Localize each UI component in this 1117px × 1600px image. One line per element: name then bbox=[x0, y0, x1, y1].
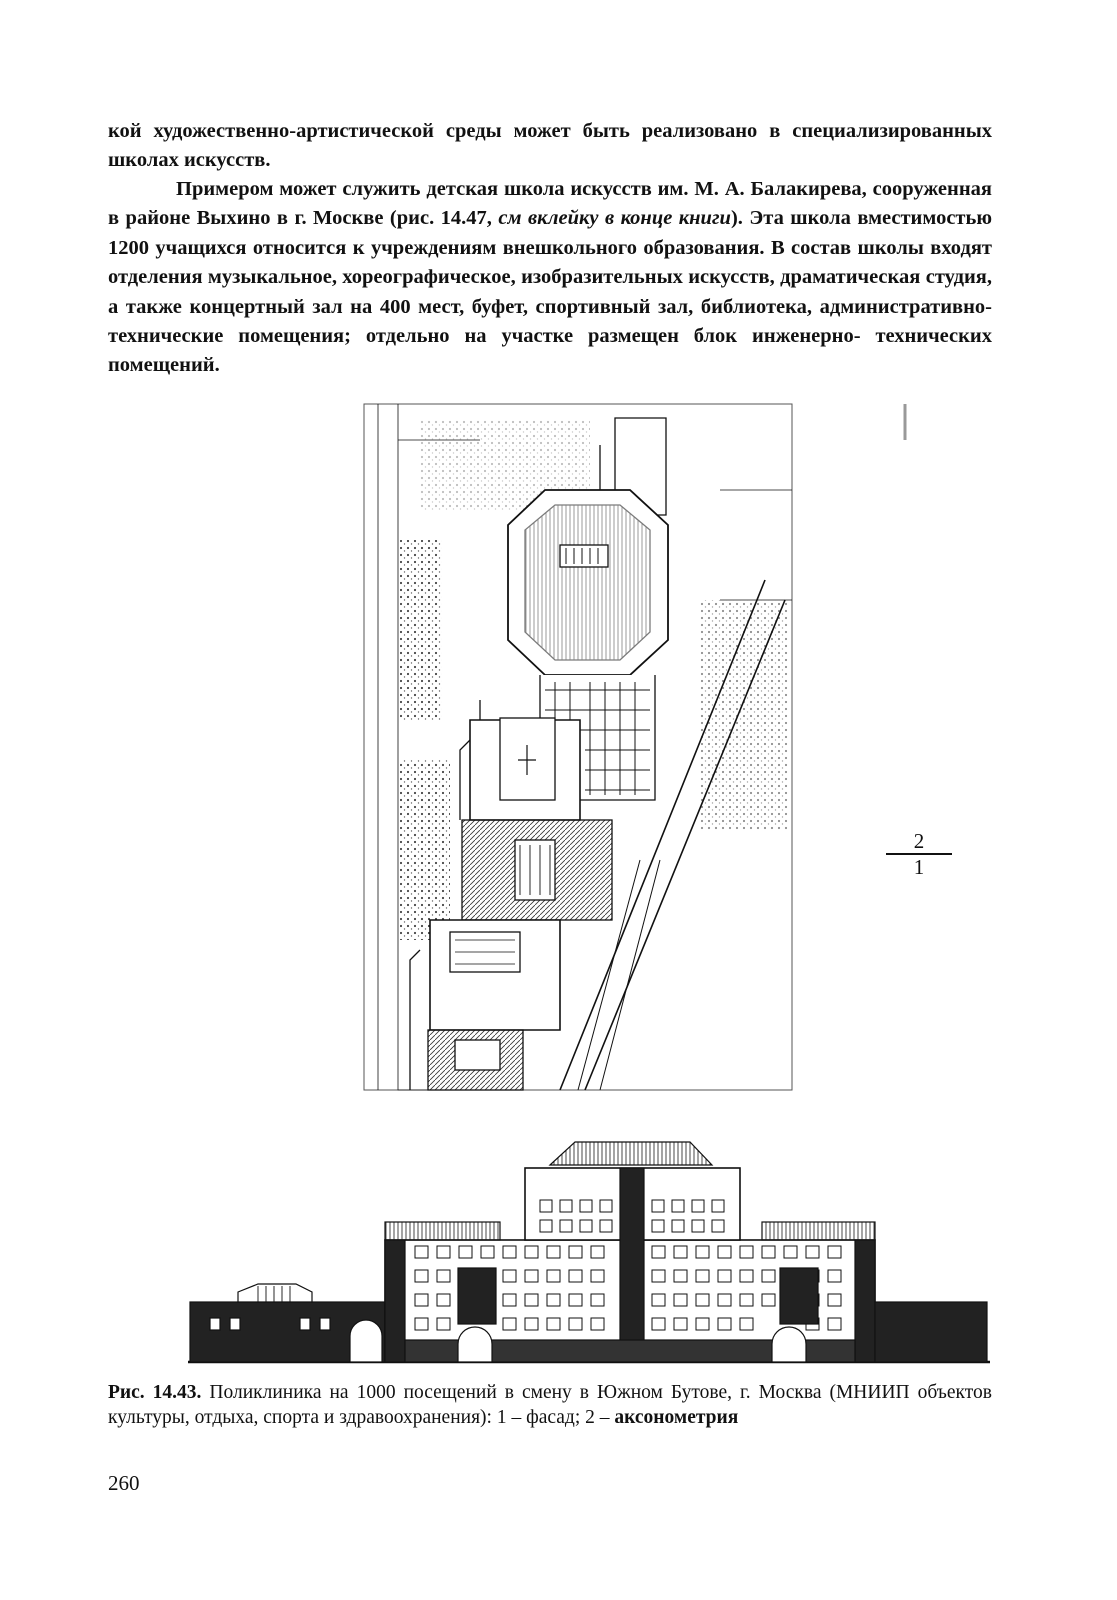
paragraph-start: Примером может служить детская школа искусств им. М. А. Балакирева, сооруженная в районе Выхино в г. Москве (рис. 14.47, bbox=[108, 178, 992, 230]
paragraph-end: ). Эта школа вместимостью 1200 учащихся относится к учреждениям внешкольного образования. В состав школы входят отделения музыкальное, хореографическое, изобразительных искусств, драматическая студия, а также концертный зал на 400 мест, буфет, спортивный зал, библиотека, административно-технические помещения; отдельно на участке размещен блок инженерно- технических помещений. bbox=[108, 207, 992, 377]
legend-facade-number: 1 bbox=[913, 855, 925, 879]
facade-drawing bbox=[188, 1142, 990, 1362]
paragraph-italic-ref: см вклейку в конце книги bbox=[498, 207, 731, 230]
caption-text: Поликлиника на 1000 посещений в смену в Южном Бутове, г. Москва (МНИИП объектов культуры, отдыха, спорта и здравоохранения): 1 – фасад; 2 – bbox=[108, 1382, 992, 1428]
paragraph-continued: кой художественно-артистической среды может быть реализовано в специализированных школах искусств. bbox=[108, 120, 992, 172]
caption-tail: аксонометрия bbox=[614, 1407, 739, 1428]
figure-legend bbox=[886, 830, 952, 878]
legend-axonometry-number: 2 bbox=[886, 830, 952, 855]
caption-label: Рис. 14.43. bbox=[108, 1382, 202, 1403]
figure-caption bbox=[108, 1380, 992, 1430]
axonometry-drawing bbox=[364, 404, 905, 1090]
page-number: 260 bbox=[108, 1471, 140, 1495]
